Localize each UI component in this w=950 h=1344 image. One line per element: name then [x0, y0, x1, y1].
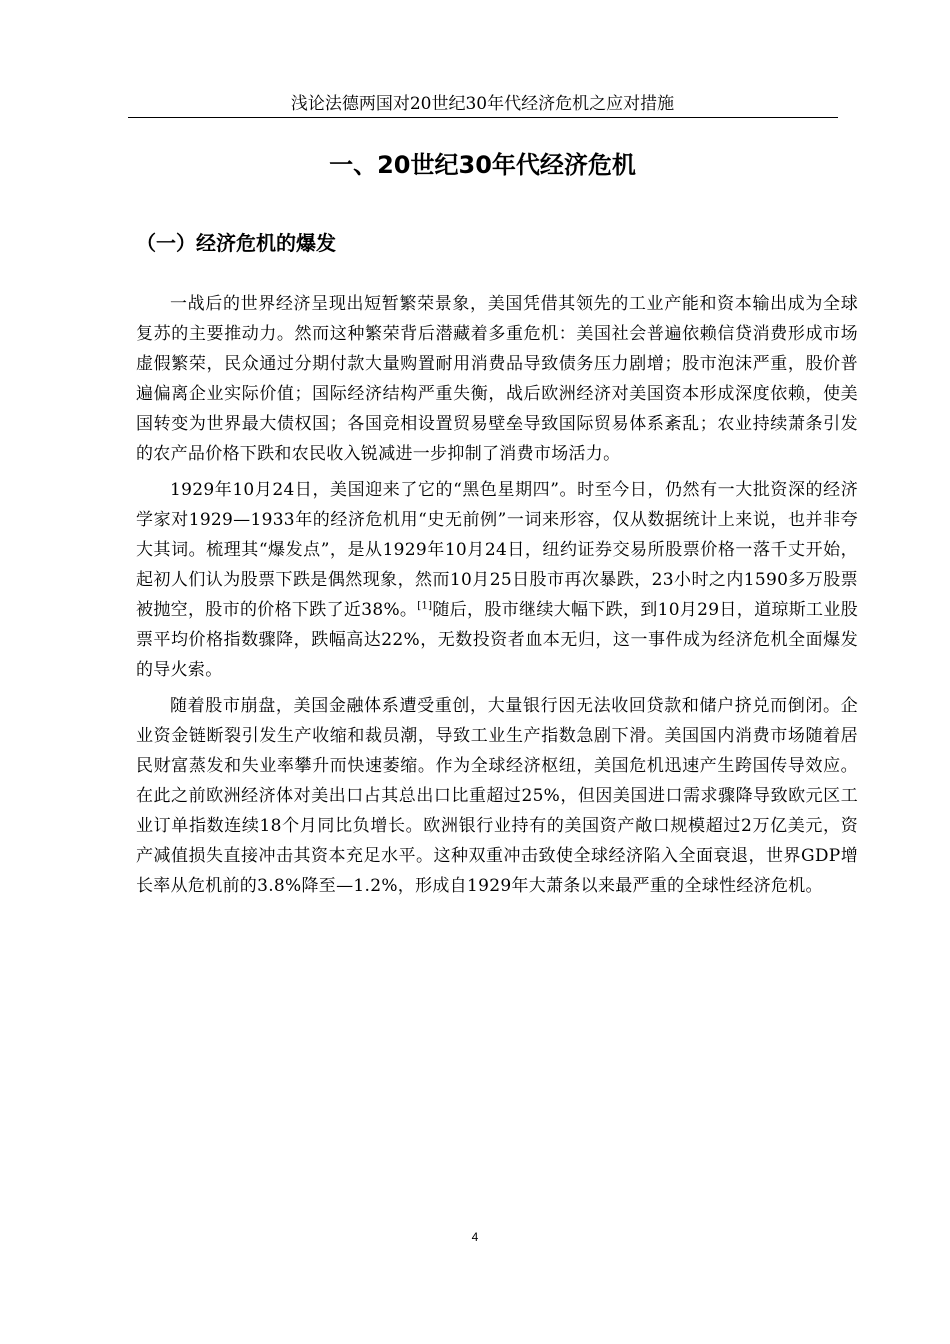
paragraph-2-text-b: 随后，股市继续大幅下跌，到10月29日，道琼斯工业股票平均价格指数骤降，跌幅高达22%，无数投资者血本无归，这一事件成为经济危机全面爆发的导火索。	[136, 600, 859, 680]
section-title: （一）经济危机的爆发	[136, 231, 336, 255]
running-header: 浅论法德两国对20世纪30年代经济危机之应对措施	[290, 94, 675, 114]
header-rule	[128, 117, 838, 118]
paragraph-2-text-a: 1929年10月24日，美国迎来了它的“黑色星期四”。时至今日，仍然有一大批资深的经济学家对1929—1933年的经济危机用“史无前例”一词来形容，仅从数据统计上来说，也并非夸大其词。梳理其“爆发点”，是从1929年10月24日，纽约证券交易所股票价格一落千丈开始，起初人们认为股票下跌是偶然现象，然而10月25日股市再次暴跌，23小时之内1590多万股票被抛空，股市的价格下跌了近38%。	[136, 480, 858, 620]
citation-marker: [1]	[417, 600, 433, 612]
paragraph-1: 一战后的世界经济呈现出短暂繁荣景象，美国凭借其领先的工业产能和资本输出成为全球复苏的主要推动力。然而这种繁荣背后潜藏着多重危机：美国社会普遍依赖信贷消费形成市场虚假繁荣，民众通过分期付款大量购置耐用消费品导致债务压力剧增；股市泡沫严重，股价普遍偏离企业实际价值；国际经济结构严重失衡，战后欧洲经济对美国资本形成深度依赖，使美国转变为世界最大债权国；各国竞相设置贸易壁垒导致国际贸易体系紊乱；农业持续萧条引发的农产品价格下跌和农民收入锐减进一步抑制了消费市场活力。	[136, 294, 858, 464]
paragraph-3: 随着股市崩盘，美国金融体系遭受重创，大量银行因无法收回贷款和储户挤兑而倒闭。企业资金链断裂引发生产收缩和裁员潮，导致工业生产指数急剧下滑。美国国内消费市场随着居民财富蒸发和失业率攀升而快速萎缩。作为全球经济枢纽，美国危机迅速产生跨国传导效应。在此之前欧洲经济体对美出口占其总出口比重超过25%，但因美国进口需求骤降导致欧元区工业订单指数连续18个月同比负增长。欧洲银行业持有的美国资产敞口规模超过2万亿美元，资产减值损失直接冲击其资本充足水平。这种双重冲击致使全球经济陷入全面衰退，世界GDP增长率从危机前的3.8%降至—1.2%，形成自1929年大萧条以来最严重的全球性经济危机。	[136, 696, 858, 896]
body-text	[136, 289, 858, 901]
chapter-title: 一、20世纪30年代经济危机	[329, 151, 636, 179]
page-number: 4	[471, 1230, 479, 1244]
paragraph-2	[136, 475, 858, 685]
